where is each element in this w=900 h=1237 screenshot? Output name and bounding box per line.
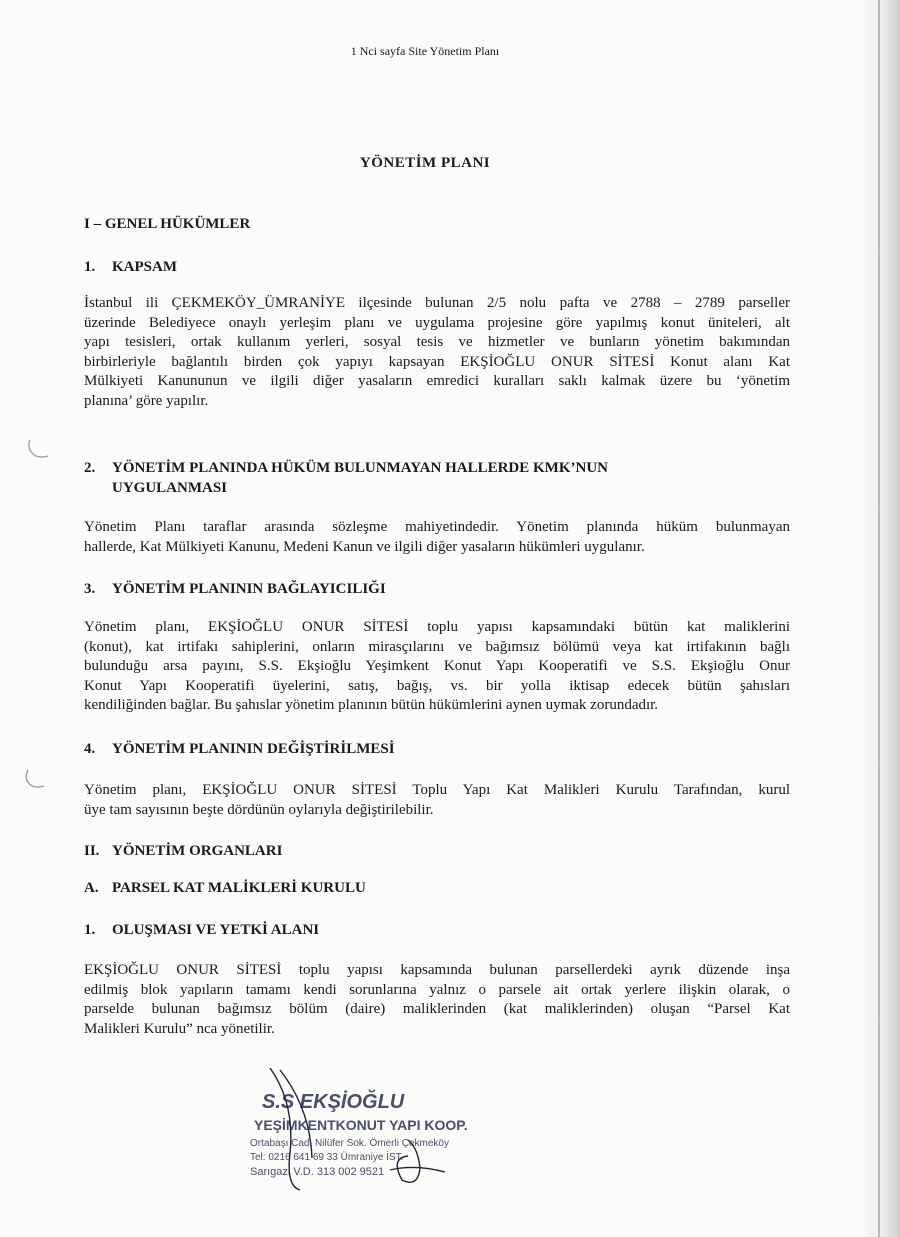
section-olusmasi-heading [84, 922, 319, 939]
paragraph-line: (konut), kat irtifakı sahiplerini, onların mirasçılarını ve bağımsız bölümü veya kat irtifakının bağlı [84, 638, 790, 655]
paragraph-line: Konut Yapı Kooperatifi üyelerini, satış, bağış, vs. bir yolla iktisap edecek bütün şahısları [84, 677, 790, 694]
section-number: 1. [84, 922, 96, 938]
section-kmk-heading-line2: UYGULANMASI [112, 480, 228, 496]
degistirilmesi-paragraph [84, 781, 790, 820]
section-title: YÖNETİM ORGANLARI [112, 843, 283, 859]
section-title: YÖNETİM PLANININ BAĞLAYICILIĞI [112, 581, 386, 597]
paragraph-line: kendiliğinden bağlar. Bu şahıslar yönetim planının bütün hükümlerini aynen uymak zorundadır. [84, 697, 659, 713]
section-title: YÖNETİM PLANINDA HÜKÜM BULUNMAYAN HALLERDE KMK’NUN [112, 460, 608, 476]
stamp-line: Tel: 0216 641 69 33 Ümraniye İST. [250, 1152, 404, 1163]
paragraph-line: Mülkiyeti Kanununun ve ilgili diğer yasaların emredici kuralları saklı kalmak üzere bu ‘yönetim [84, 373, 790, 389]
paragraph-line: üye tam sayısının beşte dördünün oylarıyla değiştirilebilir. [84, 801, 434, 818]
stamp-line: S.S EKŞİOĞLU [262, 1091, 405, 1113]
section-title: KAPSAM [112, 259, 177, 275]
paragraph-line: edilmiş blok yapıların tamamı kendi sorunlarına yalnız o parsele ait ortak yerlere ilişkin olarak, o [84, 981, 790, 998]
margin-mark [24, 436, 54, 466]
paragraph-line: Malikleri Kurulu” nca yönetilir. [84, 1020, 275, 1037]
paragraph-line: parselde bulunan bağımsız bölüm (daire) maliklerinden (kat maliklerinden) oluşan “Parsel Kat [84, 1001, 790, 1017]
section-number: II. [84, 843, 100, 859]
paragraph-line: Yönetim Planı taraflar arasında sözleşme mahiyetindedir. Yönetim planında hüküm bulunmayan [84, 519, 790, 535]
page-header-note: 1 Nci sayfa Site Yönetim Planı [350, 44, 500, 58]
margin-mark [20, 766, 50, 796]
section-title: PARSEL KAT MALİKLERİ KURULU [112, 880, 366, 896]
paragraph-line: EKŞİOĞLU ONUR SİTESİ toplu yapısı kapsamında bulunan parsellerdeki ayrık düzende inşa [84, 962, 790, 978]
paragraph-line: İstanbul ili ÇEKMEKÖY_ÜMRANİYE ilçesinde bulunan 2/5 nolu pafta ve 2788 – 2789 parseller [84, 295, 790, 311]
stamp-line: Ortabaşı Cad. Nilüfer Sok. Ömerli Çekmeköy [250, 1138, 449, 1149]
section-number: A. [84, 880, 99, 896]
paragraph-line: planına’ göre yapılır. [84, 392, 209, 409]
section-number: 4. [84, 741, 96, 757]
section-parsel-kurulu-heading [84, 880, 366, 897]
section-degistirilmesi-heading [84, 741, 395, 758]
paragraph-line: Yönetim planı, EKŞİOĞLU ONUR SİTESİ Toplu Yapı Kat Malikleri Kurulu Tarafından, kurul [84, 782, 790, 798]
section-kmk-heading [84, 460, 608, 477]
cooperative-stamp [240, 1068, 490, 1193]
section-yonetim-organlari-heading [84, 843, 282, 860]
section-baglayicilik-heading [84, 581, 386, 598]
section-number: 2. [84, 460, 96, 476]
section-number: 1. [84, 259, 96, 275]
paragraph-line: hallerde, Kat Mülkiyeti Kanunu, Medeni Kanun ve ilgili diğer yasaların hükümleri uygulanır. [84, 538, 645, 555]
kmk-paragraph [84, 518, 790, 557]
document-title: YÖNETİM PLANI [359, 155, 491, 171]
baglayicilik-paragraph [84, 618, 790, 716]
paragraph-line: bulunduğu arsa payını, S.S. Ekşioğlu Yeşimkent Konut Yapı Kooperatifi ve S.S. Ekşioğlu Onur [84, 658, 790, 674]
section-genel-hukumler-heading: I – GENEL HÜKÜMLER [84, 216, 251, 232]
section-kapsam-heading [84, 259, 177, 276]
section-number: 3. [84, 581, 96, 597]
page-edge-shadow [860, 0, 900, 1237]
stamp-line: Sarıgazi V.D. 313 002 9521 [250, 1166, 385, 1178]
page-edge-line [878, 0, 880, 1237]
stamp-line: YEŞİMKENTKONUT YAPI KOOP. [254, 1117, 468, 1133]
section-title: YÖNETİM PLANININ DEĞİŞTİRİLMESİ [112, 741, 395, 757]
kapsam-paragraph [84, 294, 790, 411]
paragraph-line: Yönetim planı, EKŞİOĞLU ONUR SİTESİ toplu yapısı kapsamındaki bütün kat maliklerini [84, 619, 790, 635]
olusmasi-paragraph [84, 961, 790, 1039]
paragraph-line: üzerinde Belediyece onaylı yerleşim planı ve uygulama projesine göre yapılmış konut üniteleri, alt [84, 314, 790, 331]
paragraph-line: yapı tesisleri, ortak kullanım yerleri, sosyal tesis ve hizmetler ve bunların yönetim bakımından [84, 334, 790, 350]
paragraph-line: birbirleriyle bağlantılı birden çok yapıyı kapsayan EKŞİOĞLU ONUR SİTESİ Konut alanı Kat [84, 353, 790, 370]
section-title: OLUŞMASI VE YETKİ ALANI [112, 922, 320, 938]
